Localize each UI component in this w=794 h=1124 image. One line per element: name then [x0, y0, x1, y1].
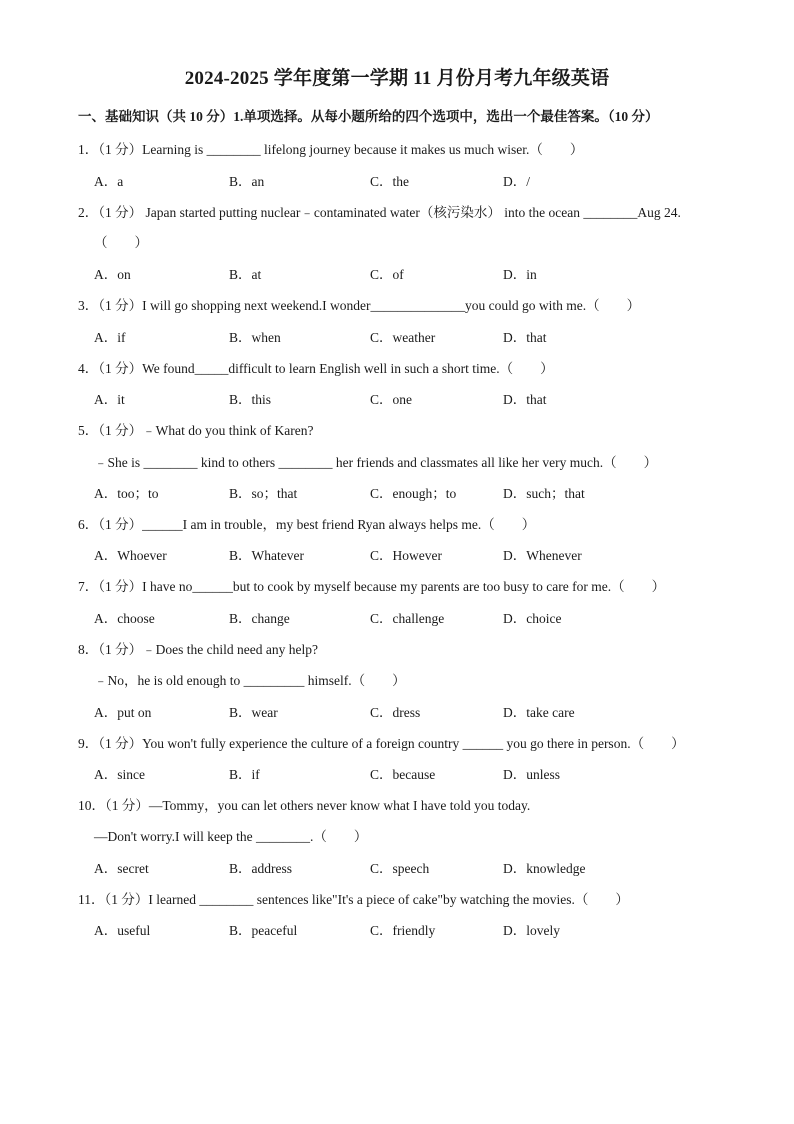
- question-8-stem-line2: ﹣No，he is old enough to _________ himself.（ ）: [94, 673, 406, 688]
- question-1-stem: 1．（1 分）Learning is ________ lifelong journey because it makes us much wiser.（ ）: [78, 142, 584, 157]
- question-6-options: [94, 544, 654, 564]
- option-b: B．wear: [229, 705, 278, 720]
- question-3-options: [94, 326, 654, 346]
- question-10-options: [94, 857, 654, 877]
- option-c: C．of: [370, 267, 404, 282]
- option-c: C．dress: [370, 705, 421, 720]
- option-c: C．speech: [370, 861, 430, 876]
- option-b: B．if: [229, 767, 260, 782]
- question-10-stem: 10．（1 分）—Tommy，you can let others never know what I have told you today.: [78, 798, 531, 813]
- option-d: D．such；that: [503, 486, 585, 501]
- option-a: A．Whoever: [94, 548, 167, 563]
- option-b: B．address: [229, 861, 292, 876]
- option-b: B．so；that: [229, 486, 298, 501]
- question-11-options: [94, 919, 654, 939]
- option-c: C．because: [370, 767, 436, 782]
- option-a: A．put on: [94, 705, 152, 720]
- question-3-stem: 3．（1 分）I will go shopping next weekend.I wonder______________you could go with me.（ ）: [78, 298, 641, 313]
- option-c: C．challenge: [370, 611, 445, 626]
- option-b: B．an: [229, 174, 265, 189]
- question-9-stem: 9．（1 分）You won't fully experience the culture of a foreign country ______ you go there in person.（ ）: [78, 736, 685, 751]
- option-c: C．the: [370, 174, 409, 189]
- question-4-stem: 4．（1 分）We found_____difficult to learn English well in such a short time.（ ）: [78, 361, 554, 376]
- option-d: D．/: [503, 174, 530, 189]
- option-b: B．this: [229, 392, 272, 407]
- question-2-answer-bracket: （ ）: [94, 235, 148, 250]
- question-2-stem: 2．（1 分） Japan started putting nuclear﹣contaminated water（核污染水） into the ocean ________Aug 24.: [78, 205, 681, 220]
- question-10-stem-line2: —Don't worry.I will keep the ________.（ ）: [94, 829, 368, 844]
- option-c: C．However: [370, 548, 442, 563]
- option-d: D．knowledge: [503, 861, 586, 876]
- question-11-stem: 11．（1 分）I learned ________ sentences like"It's a piece of cake"by watching the movies.（ ）: [78, 892, 629, 907]
- question-1-options: [94, 170, 654, 190]
- option-d: D．unless: [503, 767, 560, 782]
- question-5-stem: 5．（1 分）﹣What do you think of Karen?: [78, 423, 314, 438]
- question-5-stem-line2: ﹣She is ________ kind to others ________ her friends and classmates all like her very much.（ ）: [94, 455, 658, 470]
- option-d: D．lovely: [503, 923, 560, 938]
- question-8-stem: 8．（1 分）﹣Does the child need any help?: [78, 642, 318, 657]
- option-a: A．it: [94, 392, 125, 407]
- option-c: C．weather: [370, 330, 436, 345]
- option-a: A．secret: [94, 861, 149, 876]
- option-a: A．since: [94, 767, 145, 782]
- option-d: D．Whenever: [503, 548, 582, 563]
- option-d: D．take care: [503, 705, 575, 720]
- question-6-stem: 6．（1 分）______I am in trouble，my best friend Ryan always helps me.（ ）: [78, 517, 536, 532]
- option-d: D．choice: [503, 611, 562, 626]
- option-a: A．on: [94, 267, 131, 282]
- option-a: A．useful: [94, 923, 151, 938]
- section-heading: 一、基础知识（共 10 分）1.单项选择。从每小题所给的四个选项中，选出一个最佳答案。（10 分）: [78, 109, 659, 124]
- option-a: A．a: [94, 174, 124, 189]
- question-8-options: [94, 701, 654, 721]
- option-b: B．when: [229, 330, 281, 345]
- option-a: A．too；to: [94, 486, 159, 501]
- option-d: D．that: [503, 392, 547, 407]
- option-c: C．enough；to: [370, 486, 457, 501]
- option-b: B．change: [229, 611, 290, 626]
- option-a: A．choose: [94, 611, 155, 626]
- option-a: A．if: [94, 330, 126, 345]
- option-d: D．in: [503, 267, 537, 282]
- question-9-options: [94, 763, 654, 783]
- question-7-stem: 7．（1 分）I have no______but to cook by myself because my parents are too busy to care for me.（ ）: [78, 579, 666, 594]
- option-b: B．peaceful: [229, 923, 298, 938]
- question-4-options: [94, 388, 654, 408]
- question-7-options: [94, 607, 654, 627]
- option-c: C．friendly: [370, 923, 436, 938]
- option-b: B．Whatever: [229, 548, 304, 563]
- option-c: C．one: [370, 392, 412, 407]
- option-b: B．at: [229, 267, 262, 282]
- exam-title: 2024-2025 学年度第一学期 11 月份月考九年级英语: [184, 68, 610, 89]
- question-2-options: [94, 263, 654, 283]
- option-d: D．that: [503, 330, 547, 345]
- question-5-options: [94, 482, 654, 502]
